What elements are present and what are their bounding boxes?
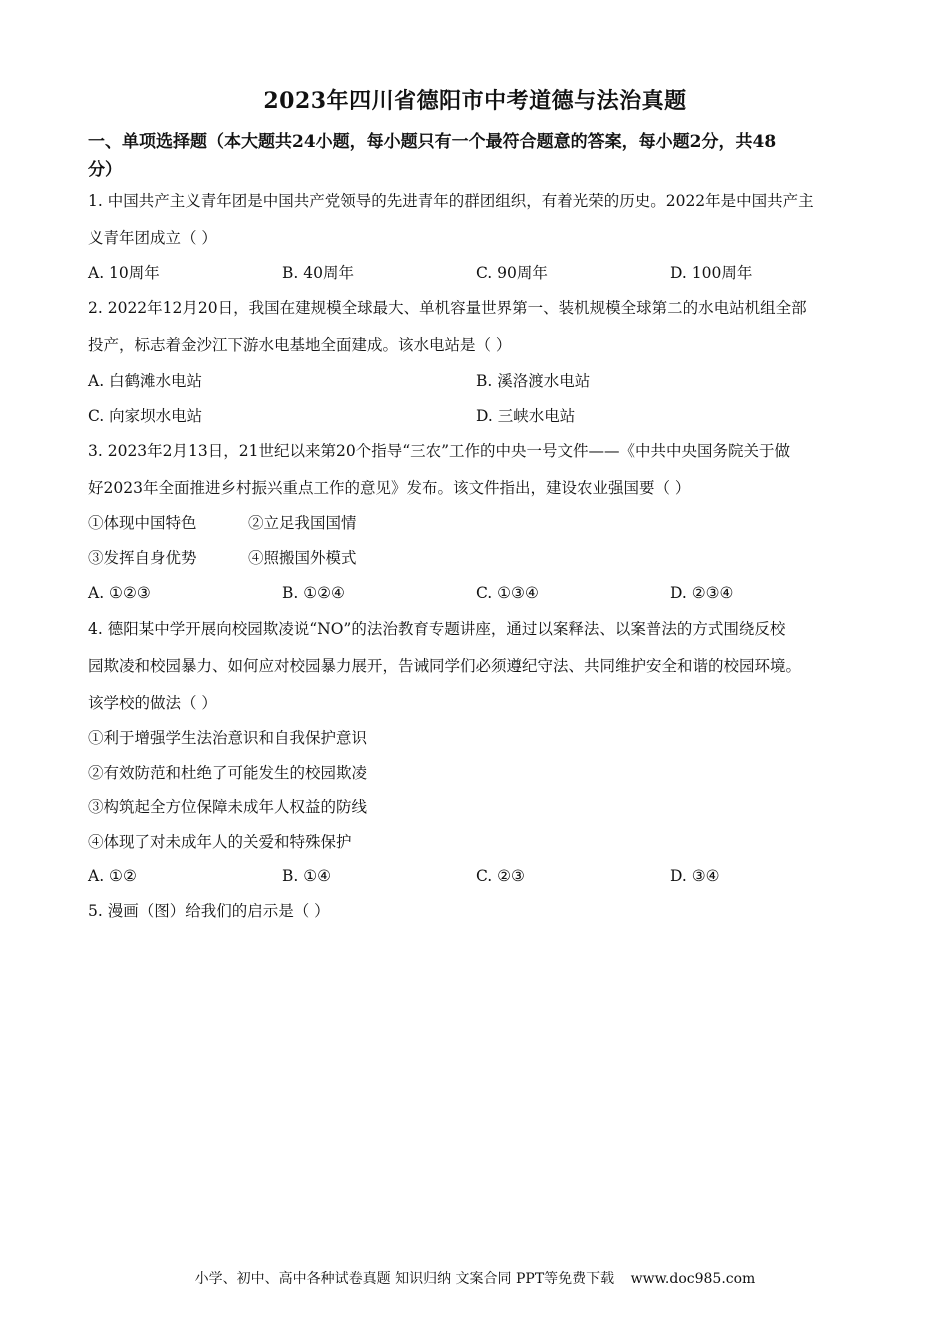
question-4-line-3: 该学校的做法（ ）	[88, 694, 217, 712]
question-4-option-b: B. ①④	[282, 867, 332, 885]
question-3-statement-2: ②立足我国国情	[248, 514, 357, 532]
question-2-option-d: D. 三峡水电站	[476, 407, 576, 425]
question-3-option-b: B. ①②④	[282, 584, 345, 602]
question-4-option-a: A. ①②	[88, 867, 137, 885]
question-3-statement-1: ①体现中国特色	[88, 514, 197, 532]
question-4-line-1: 4. 德阳某中学开展向校园欺凌说“NO”的法治教育专题讲座，通过以案释法、以案普法的方式围绕反校	[88, 620, 786, 638]
section-heading-line2: 分）	[88, 160, 122, 180]
section-heading-line1: 一、单项选择题（本大题共24小题，每小题只有一个最符合题意的答案，每小题2分，共48	[88, 132, 777, 152]
page-footer	[0, 1268, 950, 1288]
question-4-statement-2: ②有效防范和杜绝了可能发生的校园欺凌	[88, 764, 368, 782]
question-5-line-1: 5. 漫画（图）给我们的启示是（ ）	[88, 902, 330, 920]
question-2-line-2: 投产，标志着金沙江下游水电基地全面建成。该水电站是（ ）	[88, 336, 512, 354]
question-1-option-c: C. 90周年	[476, 264, 548, 282]
question-3-line-2: 好2023年全面推进乡村振兴重点工作的意见》发布。该文件指出，建设农业强国要（ ）	[88, 479, 691, 497]
question-1-option-b: B. 40周年	[282, 264, 354, 282]
question-4-statement-1: ①利于增强学生法治意识和自我保护意识	[88, 729, 368, 747]
question-3-statement-4: ④照搬国外模式	[248, 549, 357, 567]
question-1-line-2: 义青年团成立（ ）	[88, 229, 217, 247]
question-1-option-d: D. 100周年	[670, 264, 753, 282]
question-4-statement-3: ③构筑起全方位保障未成年人权益的防线	[88, 798, 368, 816]
question-2-option-a: A. 白鹤滩水电站	[88, 372, 203, 390]
question-4-option-d: D. ③④	[670, 867, 720, 885]
question-3-option-c: C. ①③④	[476, 584, 539, 602]
question-3-line-1: 3. 2023年2月13日，21世纪以来第20个指导“三农”工作的中央一号文件——《中共中央国务院关于做	[88, 442, 791, 460]
question-4-statement-4: ④体现了对未成年人的关爱和特殊保护	[88, 833, 352, 851]
question-1-option-a: A. 10周年	[88, 264, 160, 282]
page-title: 2023年四川省德阳市中考道德与法治真题	[263, 88, 687, 114]
question-2-option-b: B. 溪洛渡水电站	[476, 372, 591, 390]
question-1-line-1: 1. 中国共产主义青年团是中国共产党领导的先进青年的群团组织，有着光荣的历史。2022年是中国共产主	[88, 192, 814, 210]
footer-text: 小学、初中、高中各种试卷真题 知识归纳 文案合同 PPT等免费下载	[194, 1271, 615, 1287]
question-2-line-1: 2. 2022年12月20日，我国在建规模全球最大、单机容量世界第一、装机规模全球第二的水电站机组全部	[88, 299, 807, 317]
question-4-line-2: 园欺凌和校园暴力、如何应对校园暴力展开，告诫同学们必须遵纪守法、共同维护安全和谐的校园环境。	[88, 657, 802, 675]
question-3-statement-3: ③发挥自身优势	[88, 549, 197, 567]
question-3-option-d: D. ②③④	[670, 584, 734, 602]
question-3-option-a: A. ①②③	[88, 584, 151, 602]
question-2-option-c: C. 向家坝水电站	[88, 407, 203, 425]
question-4-option-c: C. ②③	[476, 867, 525, 885]
footer-link[interactable]: www.doc985.com	[630, 1271, 756, 1287]
